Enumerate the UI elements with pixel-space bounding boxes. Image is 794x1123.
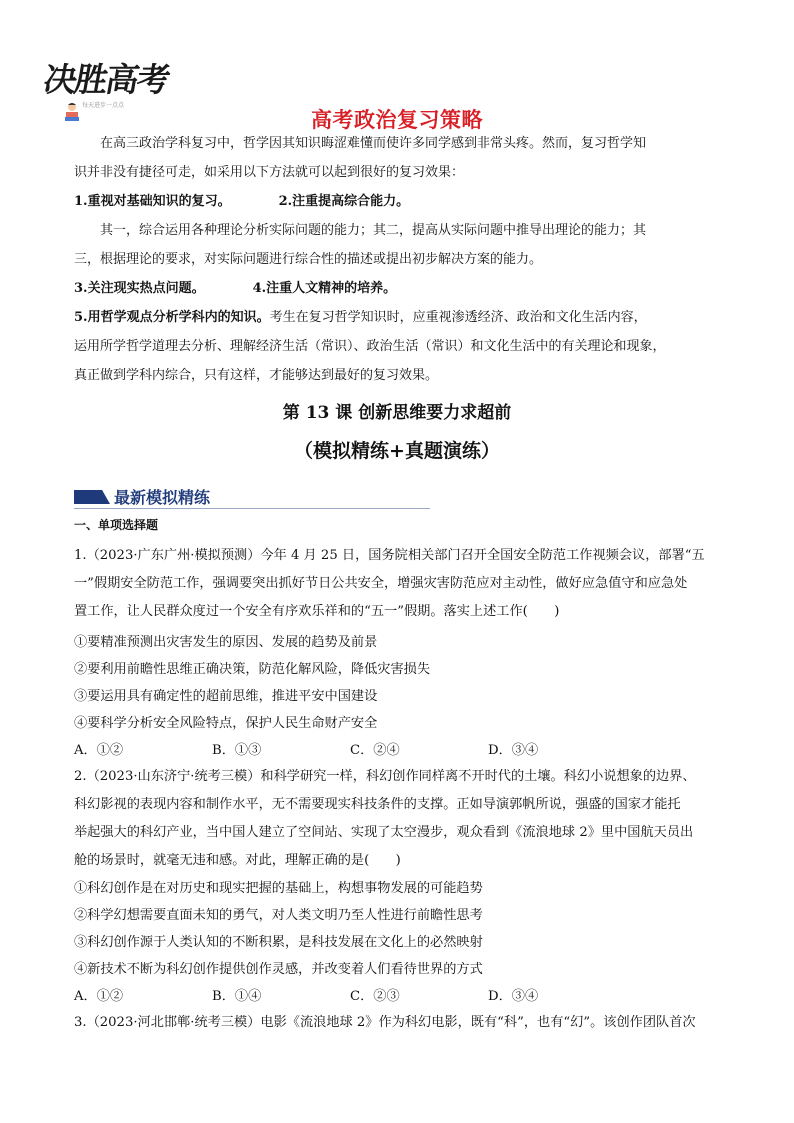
tip-5: 5.用哲学观点分析学科内的知识。 — [74, 310, 270, 325]
q1-stem-1: 1.（2023·广东广州·模拟预测）今年 4 月 25 日，国务院相关部门召开全国安全防范工作视频会议，部署“五 — [74, 548, 705, 563]
tip-3: 3.关注现实热点问题。 — [74, 281, 205, 296]
q2-choice-b: B．①④ — [212, 989, 262, 1004]
q1-stem-2: 一”假期安全防范工作，强调要突出抓好节日公共安全，增强灾害防范应对主动性，做好应急值守和应急处 — [74, 576, 688, 591]
banner-divider — [74, 508, 430, 509]
section-heading: 一、单项选择题 — [74, 518, 159, 532]
tip-5-text: 考生在复习哲学知识时，应重视渗透经济、政治和文化生活内容， — [269, 310, 647, 325]
q2-option-3: ③科幻创作源于人类认知的不断积累，是科技发展在文化上的必然映射 — [74, 935, 483, 950]
logo-text: 决胜高考 — [40, 60, 172, 99]
q2-option-2: ②科学幻想需要直面未知的勇气，对人类文明乃至人性进行前瞻性思考 — [74, 908, 483, 923]
tip-4: 4.注重人文精神的培养。 — [252, 281, 397, 296]
section-banner — [74, 483, 430, 511]
q2-stem-4: 舱的场景时，就毫无违和感。对此，理解正确的是( ) — [74, 853, 401, 868]
q2-option-1: ①科幻创作是在对历史和现实把握的基础上，构想事物发展的可能趋势 — [74, 881, 483, 896]
q1-option-3: ③要运用具有确定性的超前思维，推进平安中国建设 — [74, 689, 378, 704]
q1-option-4: ④要科学分析安全风险特点，保护人民生命财产安全 — [74, 716, 378, 731]
lesson-title: 第 13 课 创新思维要力求超前 — [282, 403, 512, 423]
q2-stem-2: 科幻影视的表现内容和制作水平，无不需要现实科技条件的支撑。正如导演郭帆所说，强盛的国家才能托 — [74, 797, 681, 812]
q1-option-1: ①要精准预测出灾害发生的原因、发展的趋势及前景 — [74, 635, 378, 650]
intro-line-1: 在高三政治学科复习中，哲学因其知识晦涩难懂而使许多同学感到非常头疼。然而，复习哲学知 — [100, 136, 647, 151]
tips-row-3 — [74, 304, 724, 333]
q2-choices — [74, 985, 674, 1004]
q2-choice-c: C．②③ — [350, 989, 400, 1004]
tip-5-text-2: 运用所学哲学道理去分析、理解经济生活（常识）、政治生活（常识）和文化生活中的有关理论和现象， — [74, 339, 666, 354]
q2-choice-a: A．①② — [74, 989, 124, 1004]
q2-stem-3: 举起强大的科幻产业，当中国人建立了空间站、实现了太空漫步，观众看到《流浪地球 2》里中国航天员出 — [74, 825, 694, 840]
intro-line-2: 识并非没有捷径可走，如采用以下方法就可以起到很好的复习效果： — [74, 165, 465, 180]
lesson-subtitle: （模拟精练+真题演练） — [294, 440, 500, 462]
tip-2: 2.注重提高综合能力。 — [278, 194, 410, 209]
tips-row-2 — [74, 275, 724, 304]
q2-stem-1: 2.（2023·山东济宁·统考三模）和科学研究一样，科幻创作同样离不开时代的土壤。科幻小说想象的边界、 — [74, 769, 696, 784]
q1-choices — [74, 739, 674, 758]
q1-choice-d: D．③④ — [488, 743, 539, 758]
tip-2-text-2: 三，根据理论的要求，对实际问题进行综合性的描述或提出初步解决方案的能力。 — [74, 252, 543, 267]
tip-1: 1.重视对基础知识的复习。 — [74, 194, 231, 209]
q3-stem-1: 3.（2023·河北邯郸·统考三模）电影《流浪地球 2》作为科幻电影，既有“科”，也有“幻”。该创作团队首次 — [74, 1015, 696, 1030]
logo-subtitle: 每天进步一点点 — [82, 102, 125, 109]
section-banner-title: 最新模拟精练 — [114, 488, 211, 507]
q1-choice-b: B．①③ — [212, 743, 262, 758]
q1-choice-a: A．①② — [74, 743, 124, 758]
q1-stem-3: 置工作，让人民群众度过一个安全有序欢乐祥和的“五一”假期。落实上述工作( ) — [74, 604, 560, 619]
banner-bar-icon — [74, 490, 110, 504]
tip-5-text-3: 真正做到学科内综合，只有这样，才能够达到最好的复习效果。 — [74, 368, 439, 383]
q2-choice-d: D．③④ — [488, 989, 539, 1004]
tip-2-text-1: 其一，综合运用各种理论分析实际问题的能力；其二，提高从实际问题中推导出理论的能力；其 — [100, 223, 647, 238]
q1-choice-c: C．②④ — [350, 743, 400, 758]
page-title: 高考政治复习策略 — [311, 108, 483, 132]
tips-row-1 — [74, 188, 724, 217]
q2-option-4: ④新技术不断为科幻创作提供创作灵感，并改变着人们看待世界的方式 — [74, 962, 483, 977]
q1-option-2: ②要利用前瞻性思维正确决策，防范化解风险，降低灾害损失 — [74, 662, 431, 677]
